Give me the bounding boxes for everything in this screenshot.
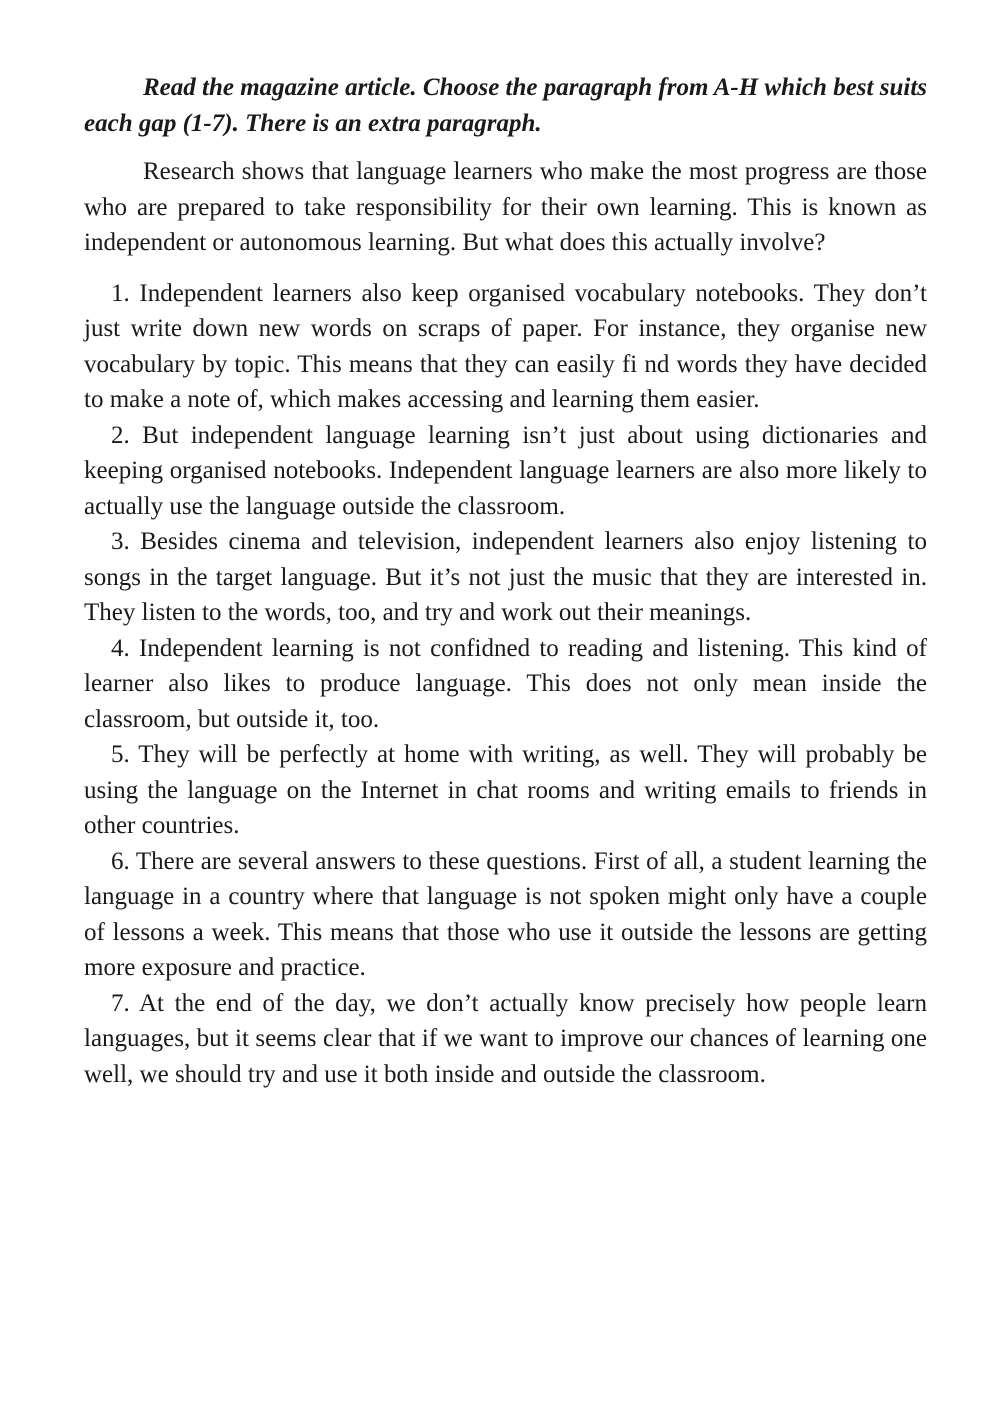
paragraph-1: 1. Independent learners also keep organised vocabulary notebooks. They don’t just write down new words on scraps of paper. For instance, they organise new vocabulary by topic. This means that they can easily fi nd words they have decided to make a note of, which makes accessing and learning them easier. — [84, 279, 927, 413]
paragraph-2: 2. But independent language learning isn’t just about using dictionaries and keeping organised notebooks. Independent language learners are also more likely to actually use the language outside the classroom. — [84, 421, 927, 520]
task-instructions: Read the magazine article. Choose the paragraph from A-H which best suits each gap (1-7). There is an extra paragraph. — [84, 74, 927, 137]
article-intro: Research shows that language learners who make the most progress are those who are prepared to take responsibility for their own learning. This is known as independent or autonomous learning. But what does this actually involve? — [84, 158, 927, 256]
article-page — [84, 70, 927, 1092]
paragraph-6: 6. There are several answers to these questions. First of all, a student learning the language in a country where that language is not spoken might only have a couple of lessons a week. This means that those who use it outside the lessons are getting more exposure and practice. — [84, 847, 927, 981]
paragraph-5: 5. They will be perfectly at home with writing, as well. They will probably be using the language on the Internet in chat rooms and writing emails to friends in other countries. — [84, 741, 927, 839]
paragraph-7: 7. At the end of the day, we don’t actually know precisely how people learn languages, but it seems clear that if we want to improve our chances of learning one well, we should try and use it both inside and outside the classroom. — [84, 989, 927, 1088]
paragraph-3: 3. Besides cinema and television, independent learners also enjoy listening to songs in the target language. But it’s not just the music that they are interested in. They listen to the words, too, and try and work out their meanings. — [84, 528, 927, 626]
paragraph-4: 4. Independent learning is not confidned to reading and listening. This kind of learner also likes to produce language. This does not only mean inside the classroom, but outside it, too. — [84, 634, 927, 733]
